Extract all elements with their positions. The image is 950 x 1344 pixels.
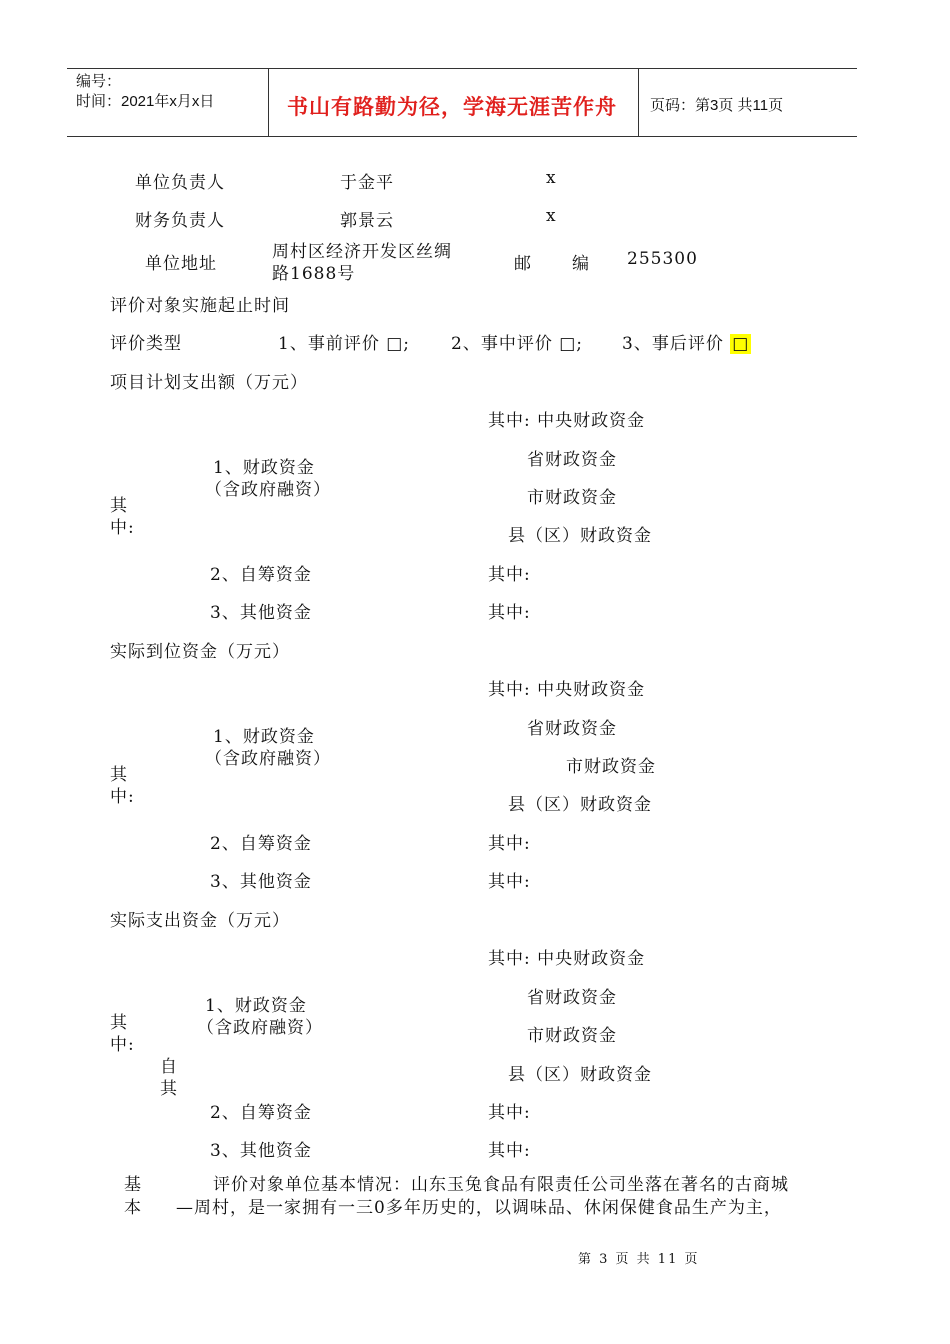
spent-fiscal: 1、财政资金 [205, 996, 307, 1016]
spent-self-raised-sub: 其中: [488, 1103, 531, 1123]
spent-other: 3、其他资金 [210, 1141, 312, 1161]
planned-self-raised: 2、自筹资金 [210, 565, 312, 585]
doc-time-label: 时间：2021年x月x日 [76, 93, 215, 110]
header-divider-left [268, 68, 269, 136]
header-bottom-rule [67, 136, 857, 137]
postcode-value: 255300 [627, 249, 698, 269]
planned-city: 市财政资金 [527, 488, 617, 508]
eval-option-post [622, 329, 751, 354]
spent-qizhong-1: 其 [110, 1013, 128, 1033]
spent-other-sub: 其中: [488, 1141, 531, 1161]
planned-central: 其中: 中央财政资金 [488, 411, 646, 431]
spent-self-char-1: 自 [160, 1057, 178, 1077]
planned-self-raised-sub: 其中: [488, 565, 531, 585]
spent-qizhong-2: 中: [110, 1035, 135, 1055]
basic-label-2: 本 [124, 1198, 142, 1218]
spent-fiscal-note: （含政府融资） [197, 1018, 323, 1038]
eval-option-pre: 1、事前评价 □; [278, 334, 411, 354]
basic-label-1: 基 [124, 1175, 142, 1195]
spent-self-raised: 2、自筹资金 [210, 1103, 312, 1123]
postcode-label-1: 邮 [514, 254, 532, 274]
received-self-raised: 2、自筹资金 [210, 834, 312, 854]
spent-county: 县（区）财政资金 [508, 1065, 652, 1085]
received-province: 省财政资金 [527, 719, 617, 739]
finance-head-extra: x [546, 206, 557, 226]
unit-head-label: 单位负责人 [135, 173, 225, 193]
received-title: 实际到位资金（万元） [110, 642, 290, 662]
planned-other-sub: 其中: [488, 603, 531, 623]
received-qizhong-1: 其 [110, 765, 128, 785]
planned-qizhong-1: 其 [110, 496, 128, 516]
planned-county: 县（区）财政资金 [508, 526, 652, 546]
received-self-raised-sub: 其中: [488, 834, 531, 854]
finance-head-value: 郭景云 [340, 211, 394, 231]
planned-fiscal: 1、财政资金 [213, 458, 315, 478]
planned-other: 3、其他资金 [210, 603, 312, 623]
planned-qizhong-2: 中: [110, 518, 135, 538]
spent-central: 其中: 中央财政资金 [488, 949, 646, 969]
planned-title: 项目计划支出额（万元） [110, 373, 308, 393]
received-county: 县（区）财政资金 [508, 795, 652, 815]
eval-type-label: 评价类型 [110, 334, 182, 354]
page-indicator: 页码：第3页 共11页 [650, 97, 784, 114]
address-line-1: 周村区经济开发区丝绸 [272, 242, 452, 262]
planned-province: 省财政资金 [527, 450, 617, 470]
basic-line-1: 评价对象单位基本情况：山东玉兔食品有限责任公司坐落在著名的古商城 [213, 1175, 789, 1195]
header-motto: 书山有路勤为径，学海无涯苦作舟 [287, 94, 617, 119]
unit-head-extra: x [546, 168, 557, 188]
received-qizhong-2: 中: [110, 787, 135, 807]
received-central: 其中: 中央财政资金 [488, 680, 646, 700]
basic-line-2: —周村，是一家拥有一三0多年历史的，以调味品、休闲保健食品生产为主， [176, 1198, 782, 1218]
period-label: 评价对象实施起止时间 [110, 296, 290, 316]
postcode-label-2: 编 [572, 254, 590, 274]
spent-city: 市财政资金 [527, 1026, 617, 1046]
page-footer: 第 3 页 共 11 页 [578, 1252, 700, 1267]
header-divider-right [638, 68, 639, 136]
doc-number-label: 编号： [76, 73, 122, 90]
received-other-sub: 其中: [488, 872, 531, 892]
received-fiscal: 1、财政资金 [213, 727, 315, 747]
spent-title: 实际支出资金（万元） [110, 911, 290, 931]
received-fiscal-note: （含政府融资） [205, 749, 331, 769]
spent-self-char-2: 其 [160, 1079, 178, 1099]
address-line-2: 路1688号 [272, 264, 356, 284]
planned-fiscal-note: （含政府融资） [205, 480, 331, 500]
finance-head-label: 财务负责人 [135, 211, 225, 231]
received-city: 市财政资金 [566, 757, 656, 777]
header-top-rule [67, 68, 857, 69]
address-label: 单位地址 [145, 254, 217, 274]
spent-province: 省财政资金 [527, 988, 617, 1008]
unit-head-value: 于金平 [340, 173, 394, 193]
eval-option-mid: 2、事中评价 □; [451, 334, 584, 354]
eval-option-post-checkbox: □ [732, 334, 750, 354]
eval-option-post-label: 3、事后评价 [622, 334, 724, 354]
received-other: 3、其他资金 [210, 872, 312, 892]
